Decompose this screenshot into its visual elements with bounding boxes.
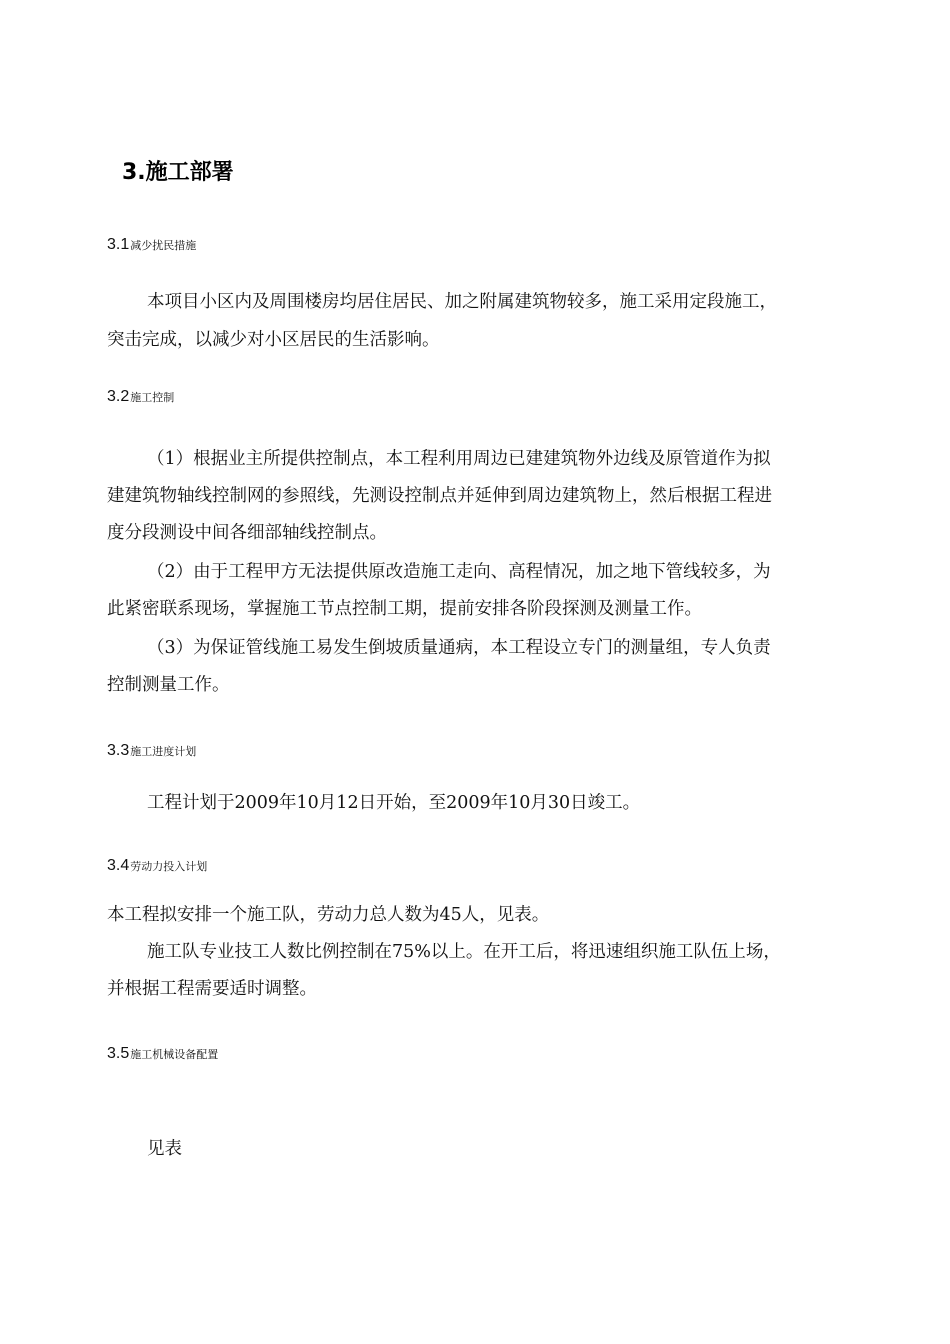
paragraph-line: 控制测量工作。	[107, 675, 230, 695]
paragraph-line: 并根据工程需要适时调整。	[107, 979, 317, 999]
heading-number: 3.2	[107, 388, 130, 405]
heading-number: 3.5	[107, 1045, 130, 1062]
heading-3-5	[107, 1043, 218, 1066]
heading-3-2	[107, 386, 174, 409]
paragraph-line: （1）根据业主所提供控制点，本工程利用周边已建建筑物外边线及原管道作为拟	[147, 449, 771, 469]
paragraph-line: 施工队专业技工人数比例控制在75%以上。在开工后，将迅速组织施工队伍上场，	[147, 942, 781, 962]
heading-number: 3.4	[107, 857, 130, 874]
paragraph-line: 建建筑物轴线控制网的参照线，先测设控制点并延伸到周边建筑物上，然后根据工程进	[107, 486, 772, 506]
paragraph-line: 突击完成，以减少对小区居民的生活影响。	[107, 330, 440, 350]
paragraph-line: 度分段测设中间各细部轴线控制点。	[107, 523, 387, 543]
heading-3-1	[107, 234, 196, 257]
paragraph-line: 见表	[147, 1139, 182, 1159]
paragraph-line: （3）为保证管线施工易发生倒坡质量通病，本工程设立专门的测量组，专人负责	[147, 638, 771, 658]
paragraph-line: （2）由于工程甲方无法提供原改造施工走向、高程情况，加之地下管线较多，为	[147, 562, 771, 582]
heading-title: 施工机械设备配置	[130, 1049, 219, 1061]
section-title: 3.施工部署	[122, 160, 234, 185]
paragraph-line: 此紧密联系现场，掌握施工节点控制工期，提前安排各阶段探测及测量工作。	[107, 599, 702, 619]
heading-title: 施工进度计划	[130, 746, 197, 758]
heading-title: 施工控制	[130, 392, 175, 404]
paragraph-line: 本工程拟安排一个施工队，劳动力总人数为45人，见表。	[107, 905, 550, 925]
paragraph-line: 工程计划于2009年10月12日开始，至2009年10月30日竣工。	[147, 793, 641, 813]
heading-number: 3.1	[107, 236, 130, 253]
paragraph-line: 本项目小区内及周围楼房均居住居民、加之附属建筑物较多，施工采用定段施工，	[147, 292, 777, 312]
heading-3-3	[107, 740, 196, 763]
heading-number: 3.3	[107, 742, 130, 759]
heading-3-4	[107, 855, 207, 878]
heading-title: 劳动力投入计划	[130, 861, 208, 873]
heading-title: 减少扰民措施	[130, 240, 197, 252]
